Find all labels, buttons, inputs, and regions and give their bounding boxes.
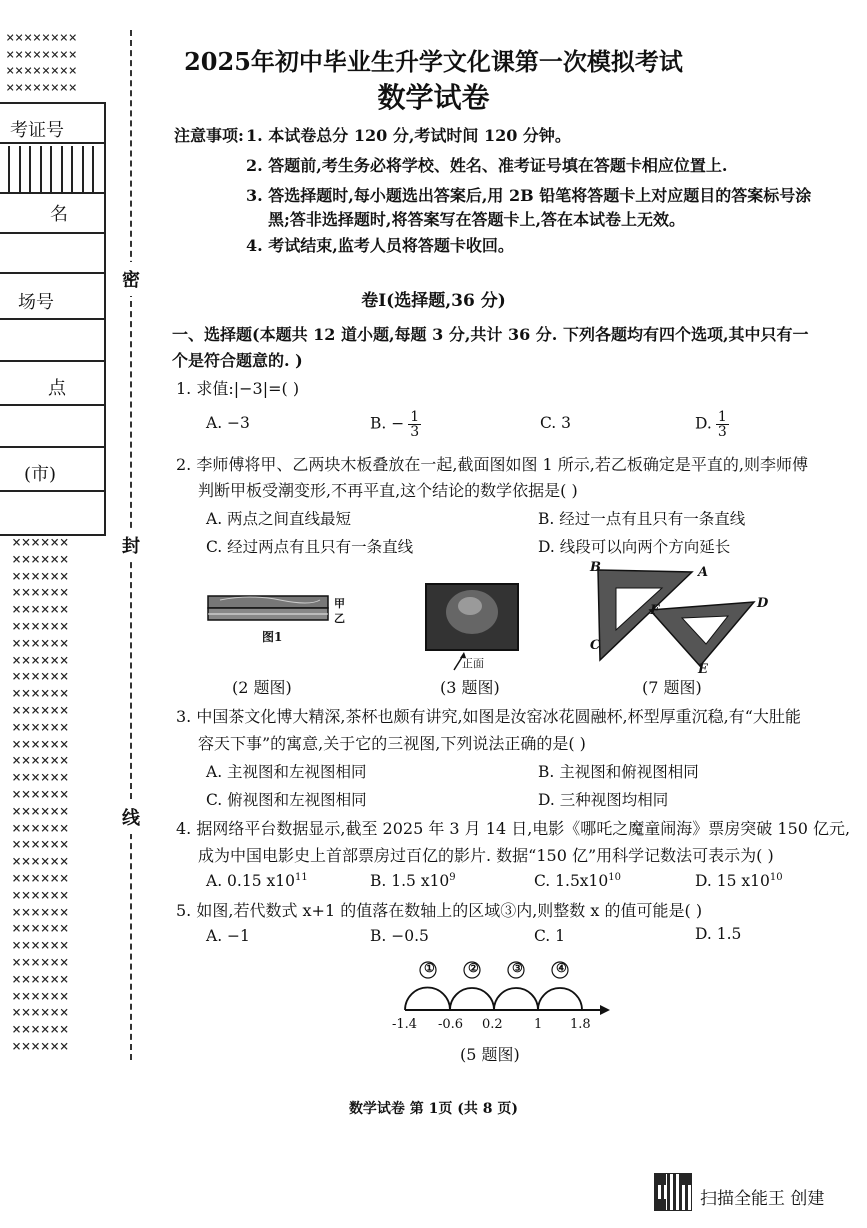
exam-id-boxes[interactable] [8,146,94,192]
city-label: (市) [24,464,57,485]
qr-code-icon [654,1173,692,1211]
q5-option-c[interactable]: C. 1 [534,927,566,945]
q4-stem-1: 4. 据网络平台数据显示,截至 2025 年 3 月 14 日,电影《哪吒之魔童闹海》票房突破 150 亿元, [176,819,851,838]
note-4: 4. 考试结束,监考人员将答题卡收回。 [246,236,514,255]
tick-label: 1.8 [570,1017,591,1032]
region-1-label: ① [424,961,435,975]
q2-option-b[interactable]: B. 经过一点有且只有一条直线 [538,510,746,528]
region-3-label: ③ [512,961,523,975]
q2-option-a[interactable]: A. 两点之间直线最短 [206,510,352,528]
page-footer: 数学试卷 第 1页 (共 8 页) [348,1101,519,1117]
seal-char-feng: 封 [122,528,140,562]
q5-option-b[interactable]: B. −0.5 [370,927,429,945]
site-label: 点 [48,378,66,399]
q1-stem: 1. 求值:|−3|=( ) [176,379,300,398]
note-1: 1. 本试卷总分 120 分,考试时间 120 分钟。 [246,126,571,145]
q3-option-b[interactable]: B. 主视图和俯视图相同 [538,763,699,781]
seal-char-xian: 线 [122,800,140,834]
note-3b: 黑;答非选择题时,将答案写在答题卡上,答在本试卷上无效。 [268,210,686,229]
caption-q5: (5 题图) [460,1045,520,1064]
section-instruction-2: 个是符合题意的. ) [172,351,303,370]
exam-subject-title: 数学试卷 [377,81,490,114]
q5-option-d[interactable]: D. 1.5 [695,925,742,943]
note-3: 3. 答选择题时,每小题选出答案后,用 2B 铅笔将答题卡上对应题目的答案标号涂 [246,186,812,205]
tick-label: -0.6 [438,1017,464,1032]
figure-triangles [582,560,782,680]
q2-stem-1: 2. 李师傅将甲、乙两块木板叠放在一起,截面图如图 1 所示,若乙板确定是平直的,则李师傅 [176,455,808,474]
scanner-watermark: 扫描全能王 创建 [700,1189,825,1209]
q5-option-a[interactable]: A. −1 [206,927,250,945]
q5-stem: 5. 如图,若代数式 x+1 的值落在数轴上的区域③内,则整数 x 的值可能是( ) [176,901,703,920]
q2-stem-2: 判断甲板受潮变形,不再平直,这个结论的数学依据是( ) [198,481,578,500]
q4-option-c[interactable]: C. $1.5x10^{10}$ [534,872,622,891]
room-label: 场号 [18,292,54,313]
q2-option-d[interactable]: D. 线段可以向两个方向延长 [538,538,731,556]
region-4-label: ④ [556,961,567,975]
q3-stem-2: 容天下事”的寓意,关于它的三视图,下列说法正确的是( ) [198,734,586,753]
notes-label: 注意事项: [174,126,244,145]
section-instruction-1: 一、选择题(本题共 12 道小题,每题 3 分,共计 36 分. 下列各题均有四个选项,其中只有一 [172,325,809,344]
q4-option-d[interactable]: D. 15 $x10^{10}$ [695,872,783,891]
q4-option-b[interactable]: B. 1.5 $x10^9$ [370,872,456,891]
region-2-label: ② [468,961,479,975]
point-d: D [757,596,769,611]
cross-pattern-top: ×××××××× ×××××××× ×××××××× ×××××××× [6,30,78,96]
q1-option-a[interactable]: A. −3 [206,414,250,432]
q3-option-c[interactable]: C. 俯视图和左视图相同 [206,791,367,809]
tick-label: 0.2 [482,1017,503,1032]
tick-label: 1 [534,1017,543,1032]
name-label: 名 [50,204,68,225]
label-jia: 甲 [334,597,345,610]
q4-stem-2: 成为中国电影史上首部票房过百亿的影片. 数据“150 亿”用科学记数法可表示为( ) [198,846,774,865]
exam-id-label: 考证号 [10,120,64,141]
q2-option-c[interactable]: C. 经过两点有且只有一条直线 [206,538,414,556]
point-e: E [698,662,708,677]
caption-q7: (7 题图) [642,678,702,697]
q1-option-c[interactable]: C. 3 [540,414,572,432]
label-yi: 乙 [334,612,345,625]
exam-title: 2025年初中毕业生升学文化课第一次模拟考试 [184,47,683,76]
q3-option-d[interactable]: D. 三种视图均相同 [538,791,669,809]
label-front: 正面 [462,657,484,670]
point-f: F [650,603,660,618]
candidate-info-box [0,102,106,536]
seal-char-mi: 密 [122,262,140,296]
section-title: 卷Ⅰ(选择题,36 分) [361,291,506,311]
cross-pattern-bottom: ×××××× ×××××× ×××××× ×××××× ×××××× ×××××× ×××××× ×××××× ×××××× ×××××× ×××××× ×××××× ×××××× ×××××× ×××××× ×××××× ×××××× ×××××× ×××××× ×××××× ×××××× ×××××× ×××××× ×××××× ×××××× ×××××× ×××××× ×××××× ×××××× ×××××× ×××××× [12,533,70,1055]
tick-label: -1.4 [392,1017,418,1032]
q1-option-b[interactable]: B. − $\frac{1}{3}$ [370,409,420,440]
point-b: B [590,560,601,575]
q1-option-d[interactable]: D. $\frac{1}{3}$ [695,409,727,440]
point-a: A [698,565,709,580]
point-c: C [590,638,601,653]
figure-1-label: 图1 [262,630,283,644]
caption-q3: (3 题图) [440,678,500,697]
q3-option-a[interactable]: A. 主视图和左视图相同 [206,763,367,781]
q4-option-a[interactable]: A. 0.15 $x10^{11}$ [206,872,308,891]
caption-q2: (2 题图) [232,678,292,697]
note-2: 2. 答题前,考生务必将学校、姓名、准考证号填在答题卡相应位置上. [246,156,728,175]
q3-stem-1: 3. 中国茶文化博大精深,茶杯也颇有讲究,如图是汝窑冰花圆融杯,杯型厚重沉稳,有“大肚能 [176,707,801,726]
